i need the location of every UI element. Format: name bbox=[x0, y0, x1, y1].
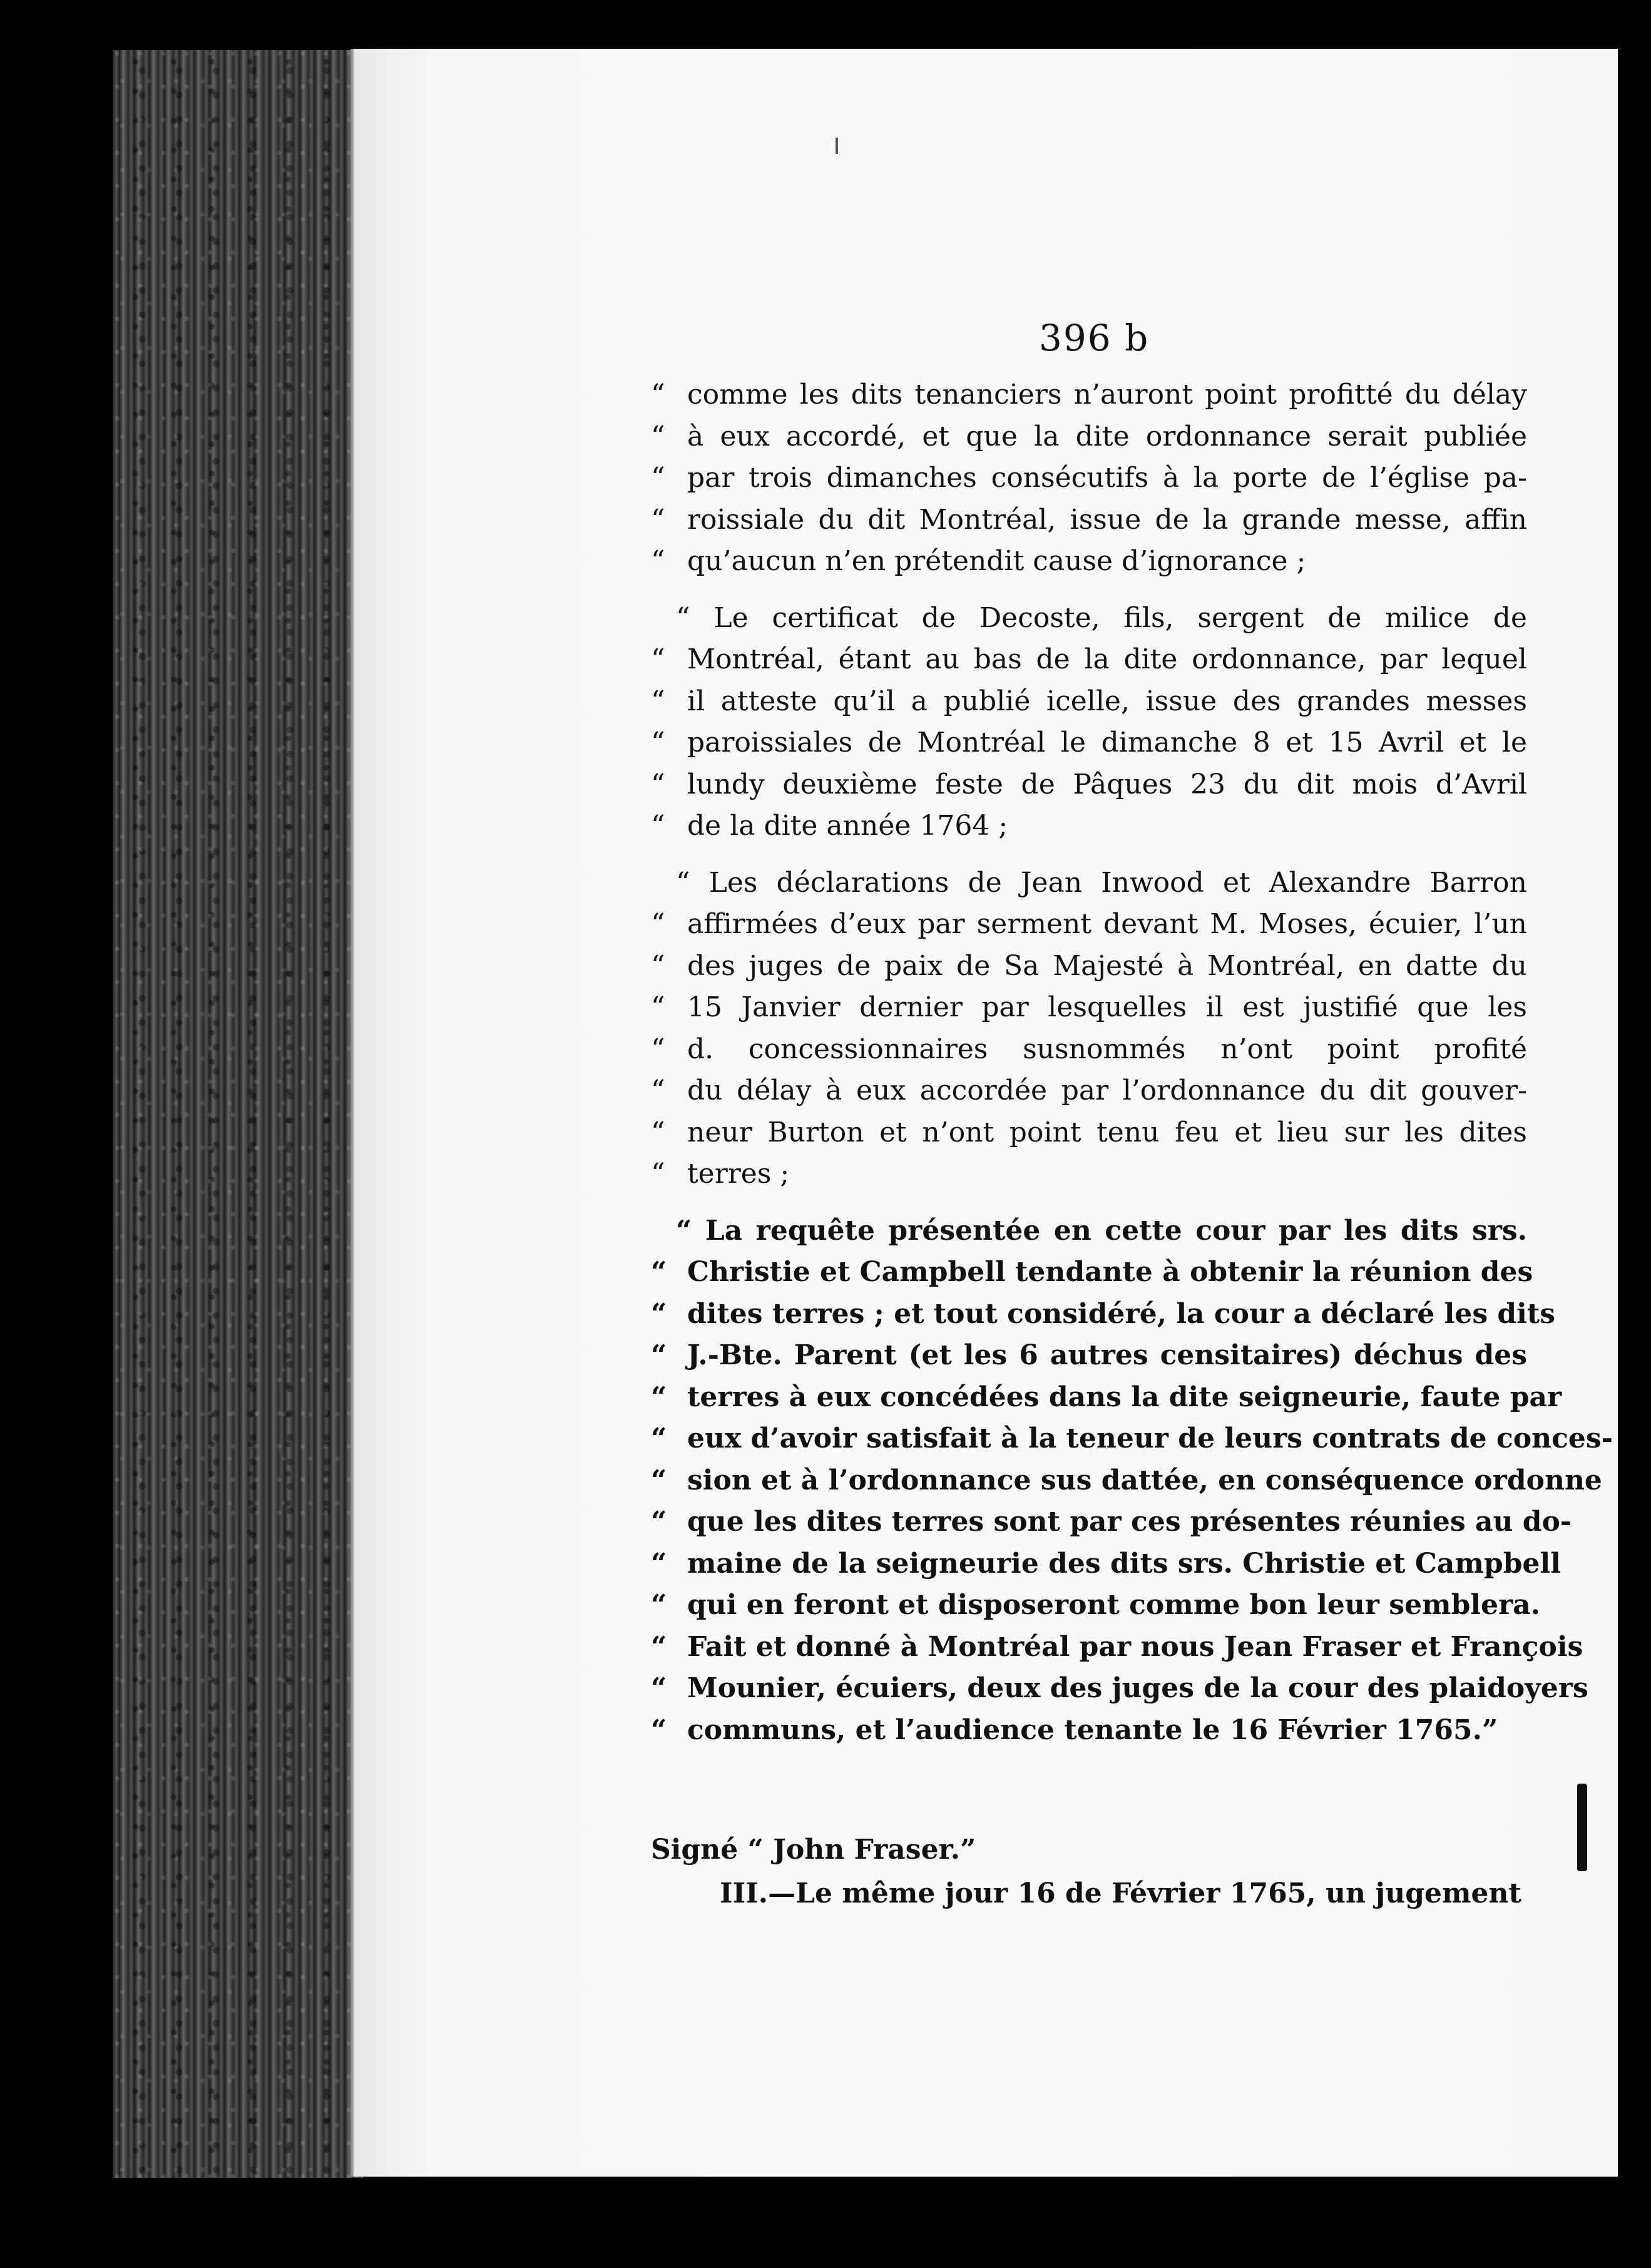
text-line bbox=[651, 805, 1527, 847]
line-text: Fait et donné à Montréal par nous Jean Fraser et François bbox=[687, 1630, 1583, 1663]
text-line bbox=[651, 1668, 1588, 1710]
line-text: du délay à eux accordée par l’ordonnance du dit gouver- bbox=[687, 1075, 1527, 1106]
section-heading-line: III.—Le même jour 16 de Février 1765, un jugement bbox=[720, 1877, 1521, 1909]
line-text: sion et à l’ordonnance sus dattée, en conséquence ordonne bbox=[687, 1464, 1602, 1496]
quote-mark: “ bbox=[651, 727, 665, 759]
line-text: à eux accordé, et que la dite ordonnance serait publiée bbox=[687, 420, 1527, 452]
quote-mark: “ bbox=[651, 1464, 667, 1496]
text-line bbox=[651, 416, 1527, 458]
text-line bbox=[651, 639, 1527, 681]
quote-mark: “ bbox=[651, 949, 665, 982]
text-line bbox=[651, 374, 1527, 416]
quote-mark: “ bbox=[651, 1381, 667, 1413]
binding-mark bbox=[1577, 1784, 1587, 1871]
line-text: Christie et Campbell tendante à obtenir la réunion des bbox=[687, 1256, 1533, 1288]
quote-mark: “ bbox=[651, 420, 665, 452]
text-line bbox=[651, 1210, 1527, 1252]
quote-mark: “ bbox=[651, 545, 665, 577]
text-line bbox=[651, 987, 1527, 1029]
quote-mark: “ bbox=[651, 1297, 667, 1330]
line-text: paroissiales de Montréal le dimanche 8 et 15 Avril et le bbox=[687, 727, 1527, 759]
line-text: de la dite année 1764 ; bbox=[687, 810, 1008, 842]
quote-mark: “ bbox=[651, 1256, 667, 1288]
text-line bbox=[651, 457, 1527, 499]
line-text: comme les dits tenanciers n’auront point profitté du délay bbox=[687, 379, 1527, 411]
quote-mark: “ bbox=[651, 991, 665, 1023]
quote-mark: “ bbox=[651, 1339, 667, 1371]
line-text: J.-Bte. Parent (et les 6 autres censitaires) déchus des bbox=[687, 1339, 1527, 1371]
text-line bbox=[651, 764, 1527, 806]
text-line bbox=[651, 1585, 1541, 1627]
ink-tick bbox=[836, 138, 838, 154]
text-line bbox=[651, 862, 1527, 904]
line-text: d. concessionnaires susnommés n’ont point profité bbox=[687, 1033, 1527, 1065]
text-line bbox=[651, 1294, 1555, 1336]
text-line bbox=[651, 1710, 1527, 1752]
line-text: lundy deuxième feste de Pâques 23 du dit mois d’Avril bbox=[687, 768, 1527, 800]
line-text: “ La requête présentée en cette cour par les dits srs. bbox=[676, 1214, 1527, 1247]
text-line bbox=[651, 499, 1527, 541]
line-text: communs, et l’audience tenante le 16 Février 1765.” bbox=[687, 1714, 1498, 1746]
text-line bbox=[651, 1112, 1527, 1154]
text-line bbox=[651, 1460, 1602, 1502]
text-line bbox=[651, 1252, 1533, 1294]
line-text: qui en feront et disposeront comme bon leur semblera. bbox=[687, 1589, 1541, 1621]
paragraph-gap bbox=[651, 847, 1527, 862]
quote-mark: “ bbox=[651, 643, 665, 675]
text-line bbox=[651, 541, 1527, 583]
text-line bbox=[651, 1418, 1613, 1460]
body-text bbox=[651, 374, 1613, 1751]
quote-mark: “ bbox=[651, 1033, 665, 1065]
quote-mark: “ bbox=[651, 379, 665, 411]
text-line bbox=[651, 1029, 1527, 1071]
quote-mark: “ bbox=[651, 1589, 667, 1621]
line-text: des juges de paix de Sa Majesté à Montréal, en datte du bbox=[687, 949, 1527, 982]
line-text: “ Les déclarations de Jean Inwood et Alexandre Barron bbox=[676, 866, 1527, 899]
quote-mark: “ bbox=[651, 503, 665, 536]
quote-mark: “ bbox=[651, 685, 665, 717]
text-line bbox=[651, 1627, 1583, 1668]
line-text: affirmées d’eux par serment devant M. Moses, écuier, l’un bbox=[687, 908, 1527, 940]
quote-mark: “ bbox=[651, 810, 665, 842]
quote-mark: “ bbox=[651, 1075, 665, 1106]
text-line bbox=[651, 904, 1527, 946]
line-text: roissiale du dit Montréal, issue de la grande messe, affin bbox=[687, 503, 1527, 536]
line-text: terres ; bbox=[687, 1158, 790, 1190]
text-line bbox=[651, 598, 1527, 640]
quote-mark: “ bbox=[651, 1547, 667, 1580]
book-spine bbox=[113, 50, 363, 2178]
text-line bbox=[651, 1153, 1527, 1195]
line-text: terres à eux concédées dans la dite seigneurie, faute par bbox=[687, 1381, 1562, 1413]
text-line bbox=[651, 1377, 1562, 1419]
paragraph-gap bbox=[651, 1195, 1527, 1210]
line-text: Mounier, écuiers, deux des juges de la cour des plaidoyers bbox=[687, 1672, 1588, 1704]
line-text: Montréal, étant au bas de la dite ordonnance, par lequel bbox=[687, 643, 1527, 675]
line-text: maine de la seigneurie des dits srs. Christie et Campbell bbox=[687, 1547, 1561, 1580]
spine-texture bbox=[113, 50, 363, 2178]
line-text: dites terres ; et tout considéré, la cour a déclaré les dits bbox=[687, 1297, 1555, 1330]
text-line bbox=[651, 681, 1527, 723]
quote-mark: “ bbox=[651, 908, 665, 940]
quote-mark: “ bbox=[651, 1506, 667, 1538]
quote-mark: “ bbox=[651, 1116, 665, 1148]
line-text: qu’aucun n’en prétendit cause d’ignorance ; bbox=[687, 545, 1306, 577]
quote-mark: “ bbox=[651, 1672, 667, 1704]
quote-mark: “ bbox=[651, 768, 665, 800]
line-text: neur Burton et n’ont point tenu feu et lieu sur les dites bbox=[687, 1116, 1527, 1148]
text-line bbox=[651, 1335, 1527, 1377]
line-text: eux d’avoir satisfait à la teneur de leurs contrats de conces- bbox=[687, 1423, 1613, 1454]
text-line bbox=[651, 946, 1527, 988]
quote-mark: “ bbox=[651, 1714, 667, 1746]
quote-mark: “ bbox=[651, 1423, 667, 1454]
line-text: il atteste qu’il a publié icelle, issue des grandes messes bbox=[687, 685, 1527, 717]
line-text: “ Le certificat de Decoste, fils, sergent de milice de bbox=[676, 601, 1527, 634]
line-text: par trois dimanches consécutifs à la porte de l’église pa- bbox=[687, 462, 1527, 494]
line-text: que les dites terres sont par ces présentes réunies au do- bbox=[687, 1506, 1572, 1538]
quote-mark: “ bbox=[651, 1630, 667, 1663]
quote-mark: “ bbox=[651, 462, 665, 494]
paragraph-gap bbox=[651, 583, 1527, 598]
quote-mark: “ bbox=[651, 1158, 665, 1190]
signature-line: Signé “ John Fraser.” bbox=[651, 1834, 976, 1866]
line-text: 15 Janvier dernier par lesquelles il est justifié que les bbox=[687, 991, 1527, 1023]
page-number: 396 b bbox=[1039, 317, 1150, 359]
text-line bbox=[651, 722, 1527, 764]
text-line bbox=[651, 1070, 1527, 1112]
text-line bbox=[651, 1543, 1561, 1585]
text-line bbox=[651, 1501, 1572, 1543]
